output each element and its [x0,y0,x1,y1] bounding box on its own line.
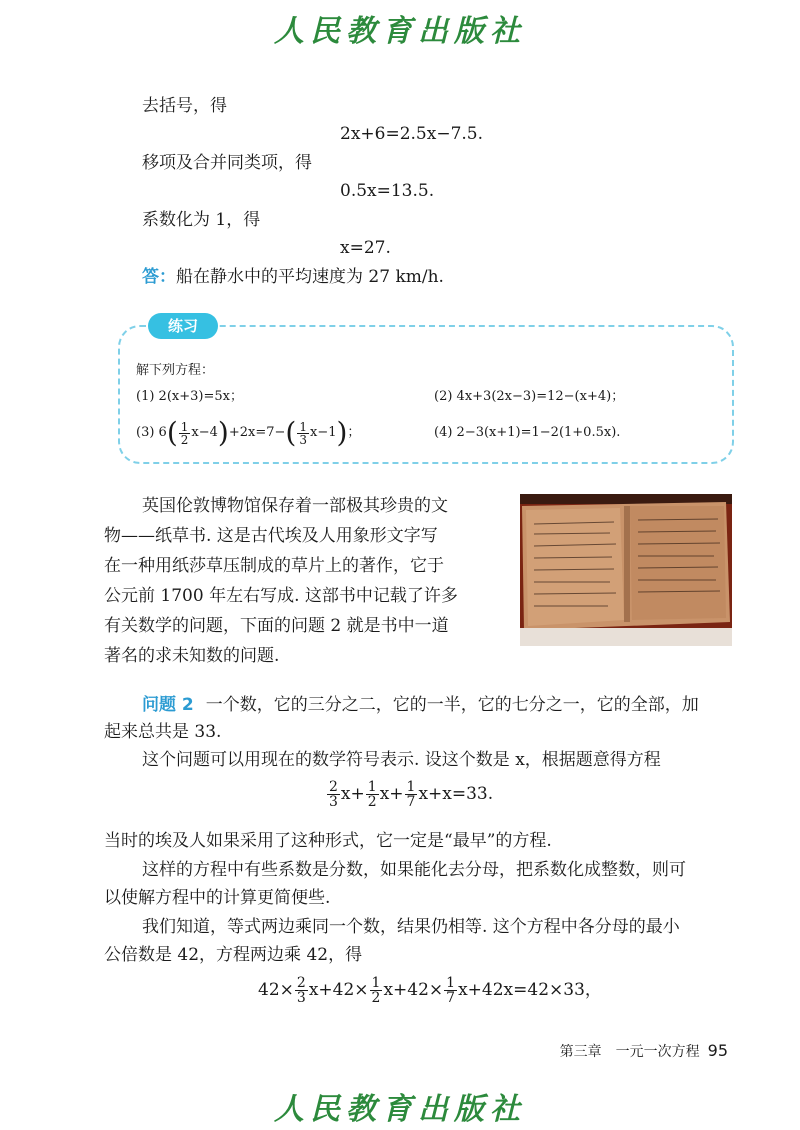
papyrus-line-1: 英国伦敦博物馆保存着一部极其珍贵的文 [142,496,448,516]
chapter-title: 第三章 一元一次方程 [559,1044,700,1060]
practice-tag: 练习 [148,313,218,339]
publisher-logo-bottom: 人民教育出版社 [274,1092,526,1127]
p3-right-paren-2: ) [336,416,348,449]
step2-equation: 0.5x=13.5. [340,181,435,201]
p3-fraction-1: $\frac{1}{2}$ [180,419,189,447]
problem2-line-4: 当时的埃及人如果采用了这种形式，它一定是“最早”的方程. [104,831,552,851]
eq2-part-c: x+42× [383,980,444,1000]
p3-left-paren: ( [166,416,178,449]
eq2-frac-2-3: $\frac{2}{3}$ [296,975,306,1006]
practice-instruction: 解下列方程： [136,363,215,378]
practice-item-2: (2) 4x+3(2x−3)=12−(x+4)； [434,389,625,404]
papyrus-line-4: 公元前 1700 年左右写成. 这部书中记载了许多 [104,586,458,606]
p3-part-b: x−4 [191,425,218,440]
problem2-text-1: 一个数，它的三分之二，它的一半，它的七分之一，它的全部，加 [205,695,699,715]
step1-label: 去括号，得 [142,96,227,116]
page-footer [560,1041,728,1061]
papyrus-photo [520,494,732,646]
p3-part-d: x−1 [309,425,337,440]
eq2-part-d: x+42x=42×33， [458,980,602,1000]
answer-label: 答： [142,267,176,287]
eq2-part-a: 42× [258,980,294,1000]
problem2-line-5: 这样的方程中有些系数是分数，如果能化去分母，把系数化成整数，则可 [142,860,686,880]
practice-item-4: (4) 2−3(x+1)=1−2(1+0.5x). [434,425,621,440]
eq-frac-2-3: $\frac{2}{3}$ [329,779,338,810]
step3-label: 系数化为 1，得 [142,210,261,230]
step1-equation: 2x+6=2.5x−7.5. [340,124,484,144]
p3-part-c: +2x=7− [228,425,286,440]
eq2-frac-1-7: $\frac{1}{7}$ [446,975,456,1006]
problem2-line-6: 以使解方程中的计算更简便些. [104,888,331,908]
p3-left-paren-2: ( [285,416,297,449]
problem2-line-8: 公倍数是 42，方程两边乘 42，得 [104,945,363,965]
papyrus-line-3: 在一种用纸莎草压制成的草片上的著作，它于 [104,556,444,576]
papyrus-line-5: 有关数学的问题，下面的问题 2 就是书中一道 [104,616,449,636]
practice-item-3 [136,416,361,449]
problem2-line-2: 起来总共是 33. [104,722,222,742]
eq-tail: x+x=33. [418,784,494,804]
answer-line [142,265,444,289]
papyrus-line-6: 著名的求未知数的问题. [104,646,280,666]
publisher-logo-top: 人民教育出版社 [274,14,526,49]
eq-frac-1-7: $\frac{1}{7}$ [406,779,416,810]
p3-part-a: (3) 6 [136,425,167,440]
eq-term-1: x+ [340,784,365,804]
p3-right-paren: ) [217,416,229,449]
equation-main [326,780,493,809]
equation-multiplied [258,976,602,1005]
page-number: 95 [707,1041,728,1060]
papyrus-line-2: 物——纸草书. 这是古代埃及人用象形文字写 [104,526,438,546]
practice-item-1: (1) 2(x+3)=5x； [136,389,243,404]
eq2-part-b: x+42× [308,980,369,1000]
p3-part-e: ； [347,425,361,440]
problem2-line-7: 我们知道，等式两边乘同一个数，结果仍相等. 这个方程中各分母的最小 [142,917,680,937]
problem2-line-1 [142,693,699,717]
papyrus-illustration [520,494,732,646]
problem2-label: 问题 2 [142,695,194,715]
answer-text: 船在静水中的平均速度为 27 km/h. [176,267,444,287]
step2-label: 移项及合并同类项，得 [142,153,312,173]
eq-frac-1-2: $\frac{1}{2}$ [367,779,377,810]
step3-equation: x=27. [340,238,391,258]
eq-term-2: x+ [379,784,404,804]
eq2-frac-1-2: $\frac{1}{2}$ [371,975,381,1006]
p3-fraction-2: $\frac{1}{3}$ [299,419,307,447]
problem2-line-3: 这个问题可以用现在的数学符号表示. 设这个数是 x，根据题意得方程 [142,750,661,770]
